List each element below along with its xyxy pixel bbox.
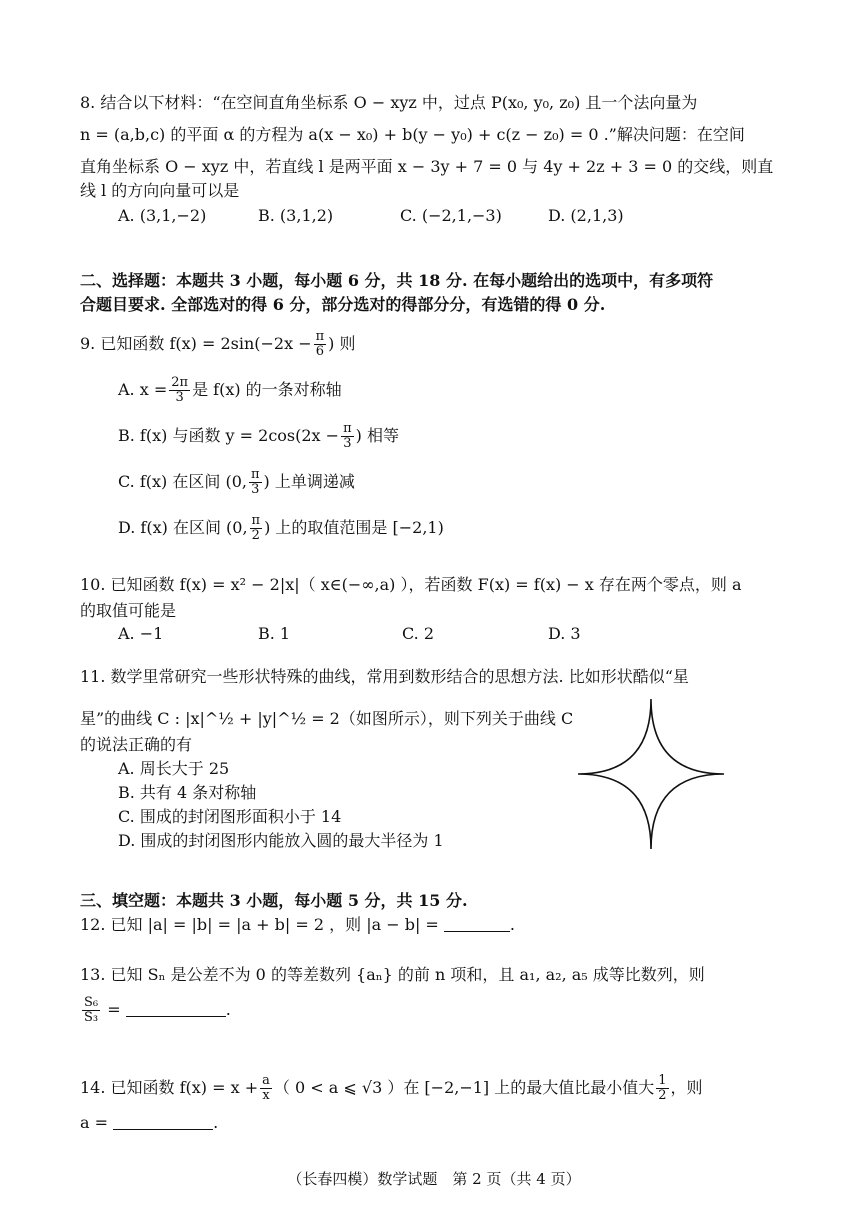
q11-option-d: D. 围成的封闭图形内能放入圆的最大半径为 1 [118, 831, 444, 850]
q11-option-b: B. 共有 4 条对称轴 [118, 783, 257, 802]
q10-line-2: 的取值可能是 [80, 601, 177, 620]
q10-option-c: C. 2 [402, 624, 435, 643]
q12-line: 12. 已知 |a| = |b| = |a + b| = 2 ，则 |a − b| = . [80, 915, 516, 934]
q11-line-1: 11. 数学里常研究一些形状特殊的曲线，常用到数形结合的思想方法. 比如形状酷似“星 [80, 667, 689, 686]
section2-heading: 二、选择题：本题共 3 小题，每小题 6 分，共 18 分. 在每小题给出的选项中，有多项符 [80, 271, 714, 290]
answer-blank[interactable] [444, 917, 510, 932]
q8-line-1: 8. 结合以下材料：“在空间直角坐标系 O − xyz 中，过点 P(x₀, y₀, z₀) 且一个法向量为 [80, 93, 698, 112]
q11-option-a: A. 周长大于 25 [118, 759, 230, 778]
fraction: $\frac{1}{2}$ [658, 1073, 667, 1103]
q8-line-2: n = (a,b,c) 的平面 α 的方程为 a(x − x₀) + b(y − y₀) + c(z − z₀) = 0 .”解决问题：在空间 [80, 125, 745, 144]
q8-option-b: B. (3,1,2) [258, 206, 334, 225]
q9-option-c: C. f(x) 在区间 (0, $\frac{\pi}{3}$ ) 上单调递减 [118, 467, 355, 497]
q9-option-b: B. f(x) 与函数 y = 2cos(2x − $\frac{\pi}{3}$ ) 相等 [118, 421, 399, 451]
q14-line-2: a = . [80, 1113, 219, 1132]
q13-line-1: 13. 已知 Sₙ 是公差不为 0 的等差数列 {aₙ} 的前 n 项和，且 a₁, a₂, a₅ 成等比数列，则 [80, 965, 705, 984]
fraction: $\frac{2\pi}{3}$ [171, 375, 189, 405]
q9-option-a: A. x = $\frac{2\pi}{3}$ 是 f(x) 的一条对称轴 [118, 375, 342, 405]
q8-option-c: C. (−2,1,−3) [400, 206, 502, 225]
page-footer: （长春四模）数学试题 第 2 页（共 4 页） [287, 1170, 581, 1188]
q10-line-1: 10. 已知函数 f(x) = x² − 2|x|（ x∈(−∞,a) ），若函数 F(x) = f(x) − x 存在两个零点，则 a [80, 575, 742, 594]
q13-line-2: $\frac{\text{S₆}}{\text{S₃}}$ = . [84, 995, 231, 1025]
section2-instructions: 合题目要求. 全部选对的得 6 分，部分选对的得部分分，有选错的得 0 分. [80, 295, 606, 314]
q11-line-3: 的说法正确的有 [80, 735, 193, 754]
fraction: $\frac{a}{x}$ [262, 1073, 270, 1103]
q9-option-d: D. f(x) 在区间 (0, $\frac{\pi}{2}$ ) 上的取值范围是 [−2,1) [118, 513, 444, 543]
fraction: $\frac{\pi}{3}$ [343, 421, 352, 451]
q8-option-d: D. (2,1,3) [548, 206, 624, 225]
section3-heading: 三、填空题：本题共 3 小题，每小题 5 分，共 15 分. [80, 891, 468, 910]
q14-line-1: 14. 已知函数 f(x) = x + $\frac{a}{x}$ （ 0 < a ⩽ √3 ）在 [−2,−1] 上的最大值比最小值大 $\frac{1}{2}$ ，则 [80, 1073, 703, 1103]
fraction: $\frac{\pi}{6}$ [315, 329, 325, 359]
fraction: $\frac{\pi}{3}$ [250, 467, 260, 497]
q8-line-4: 线 l 的方向向量可以是 [80, 181, 240, 200]
fraction: $\frac{\pi}{2}$ [251, 513, 261, 543]
q11-line-2: 星”的曲线 C : |x|^½ + |y|^½ = 2（如图所示），则下列关于曲线 C [80, 709, 574, 728]
q11-option-c: C. 围成的封闭图形面积小于 14 [118, 807, 342, 826]
astroid-curve [578, 699, 724, 849]
q10-option-a: A. −1 [118, 624, 164, 643]
astroid-curve-figure [575, 695, 727, 853]
q10-option-b: B. 1 [258, 624, 291, 643]
q9-stem: 9. 已知函数 f(x) = 2sin(−2x − $\frac{\pi}{6}$ ) 则 [80, 329, 356, 359]
q8-line-3: 直角坐标系 O − xyz 中，若直线 l 是两平面 x − 3y + 7 = 0 与 4y + 2z + 3 = 0 的交线，则直 [80, 157, 774, 176]
answer-blank[interactable] [126, 1002, 226, 1017]
fraction: $\frac{\text{S₆}}{\text{S₃}}$ [84, 995, 99, 1025]
answer-blank[interactable] [113, 1115, 213, 1130]
q10-option-d: D. 3 [548, 624, 581, 643]
q8-option-a: A. (3,1,−2) [118, 206, 207, 225]
